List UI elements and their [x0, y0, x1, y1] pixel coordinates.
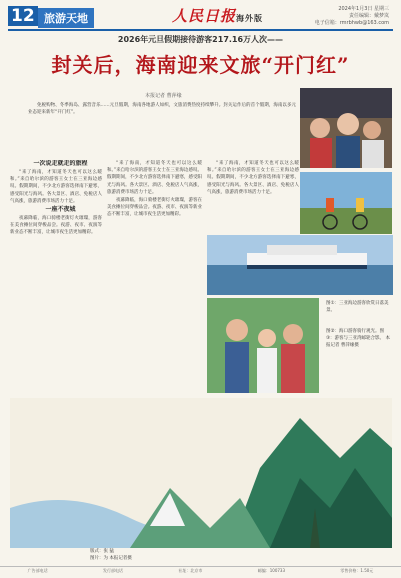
page-footer	[0, 566, 401, 578]
article-column-left	[10, 160, 102, 395]
hero-photo	[300, 88, 392, 168]
footer-item: 发行部电话	[103, 568, 124, 573]
footer-item: 社址：北京市	[178, 568, 203, 573]
contact-line: 责任编辑：戴梦岚	[348, 13, 389, 19]
article-kicker: 2026年元旦假期接待游客217.16万人次——	[117, 35, 284, 44]
family-photo	[207, 298, 319, 393]
credits	[90, 548, 132, 562]
landscape-painting	[10, 398, 392, 548]
page-number: 12	[8, 6, 38, 26]
email-line: 电子信箱：rmrbhwb@163.com	[314, 20, 389, 26]
footer-item: 邮编：100733	[257, 568, 286, 573]
cyclists-photo	[300, 172, 392, 234]
cruise-ship-photo	[207, 235, 393, 295]
body-paragraph-1-cont: “来了海南，才知道冬天也可以这么暖和。”来自哈尔滨的游客王女士在三亚海边感叹。假期期间，不少北方游客选择南下避寒，感受阳光与海风。各大景区、酒店、免税店人气高涨，旅游消费市场活力十足。	[107, 161, 202, 195]
credits-line-2: 图片：为 本报记者摄	[90, 556, 132, 561]
subhead-1: 一次说走就走的旅程	[33, 160, 88, 167]
publication-info	[279, 6, 389, 27]
section-label: 旅游天地	[38, 8, 94, 28]
body-paragraph-1: “来了海南，才知道冬天也可以这么暖和。”来自哈尔滨的游客王女士在三亚海边感叹。假期期间，不少北方游客选择南下避寒，感受阳光与海风。各大景区、酒店、免税店人气高涨，旅游消费市场活力十足。	[10, 170, 102, 204]
photo-caption-left: 图①：三亚海边游客欣赏日落美景。	[326, 301, 389, 313]
footer-item: 广告部电话	[27, 568, 48, 573]
body-paragraph-2-cont: 夜幕降临，海口骑楼老街灯火璀璨，游客在美食摊位间穿梭品尝。夜游、夜市、夜演等新业态不断丰富，让城市夜生活更加精彩。	[107, 198, 202, 218]
article-byline: 本报记者 曹萍缘	[145, 93, 182, 99]
article-column-middle	[107, 160, 202, 395]
credits-line-1: 版式：张 猛	[90, 549, 114, 554]
footer-item: 零售价格：1.50元	[340, 568, 374, 573]
page-header	[0, 0, 401, 34]
article-lead	[28, 102, 296, 117]
article-headline: 封关后，海南迎来文旅“开门红”	[51, 53, 350, 77]
photo-caption-right: 图②：海口游客骑行观光。图③：游客与三亚湾邮轮合影。 本报记者 曹萍缘摄	[326, 329, 390, 348]
lead-paragraph: 免税购物、冬季海岛、露营音乐……元旦假期，海南各地游人如织，文旅消费热度持续攀升。封关运作后的首个假期，海南以多元业态迎来新年“开门红”。	[28, 103, 296, 116]
body-paragraph-2: 夜幕降临，海口骑楼老街灯火璀璨，游客在美食摊位间穿梭品尝。夜游、夜市、夜演等新业态不断丰富，让城市夜生活更加精彩。	[10, 216, 102, 236]
subhead-2: 一座不夜城	[45, 206, 76, 214]
date-line: 2024年1月3日 星期三	[338, 6, 389, 12]
body-paragraph-1-right: “来了海南，才知道冬天也可以这么暖和。”来自哈尔滨的游客王女士在三亚海边感叹。假期期间，不少北方游客选择南下避寒，感受阳光与海风。各大景区、酒店、免税店人气高涨，旅游消费市场活力十足。	[207, 161, 299, 195]
header-rule	[8, 29, 393, 31]
masthead-logo: 人民日报海外版	[172, 7, 264, 25]
